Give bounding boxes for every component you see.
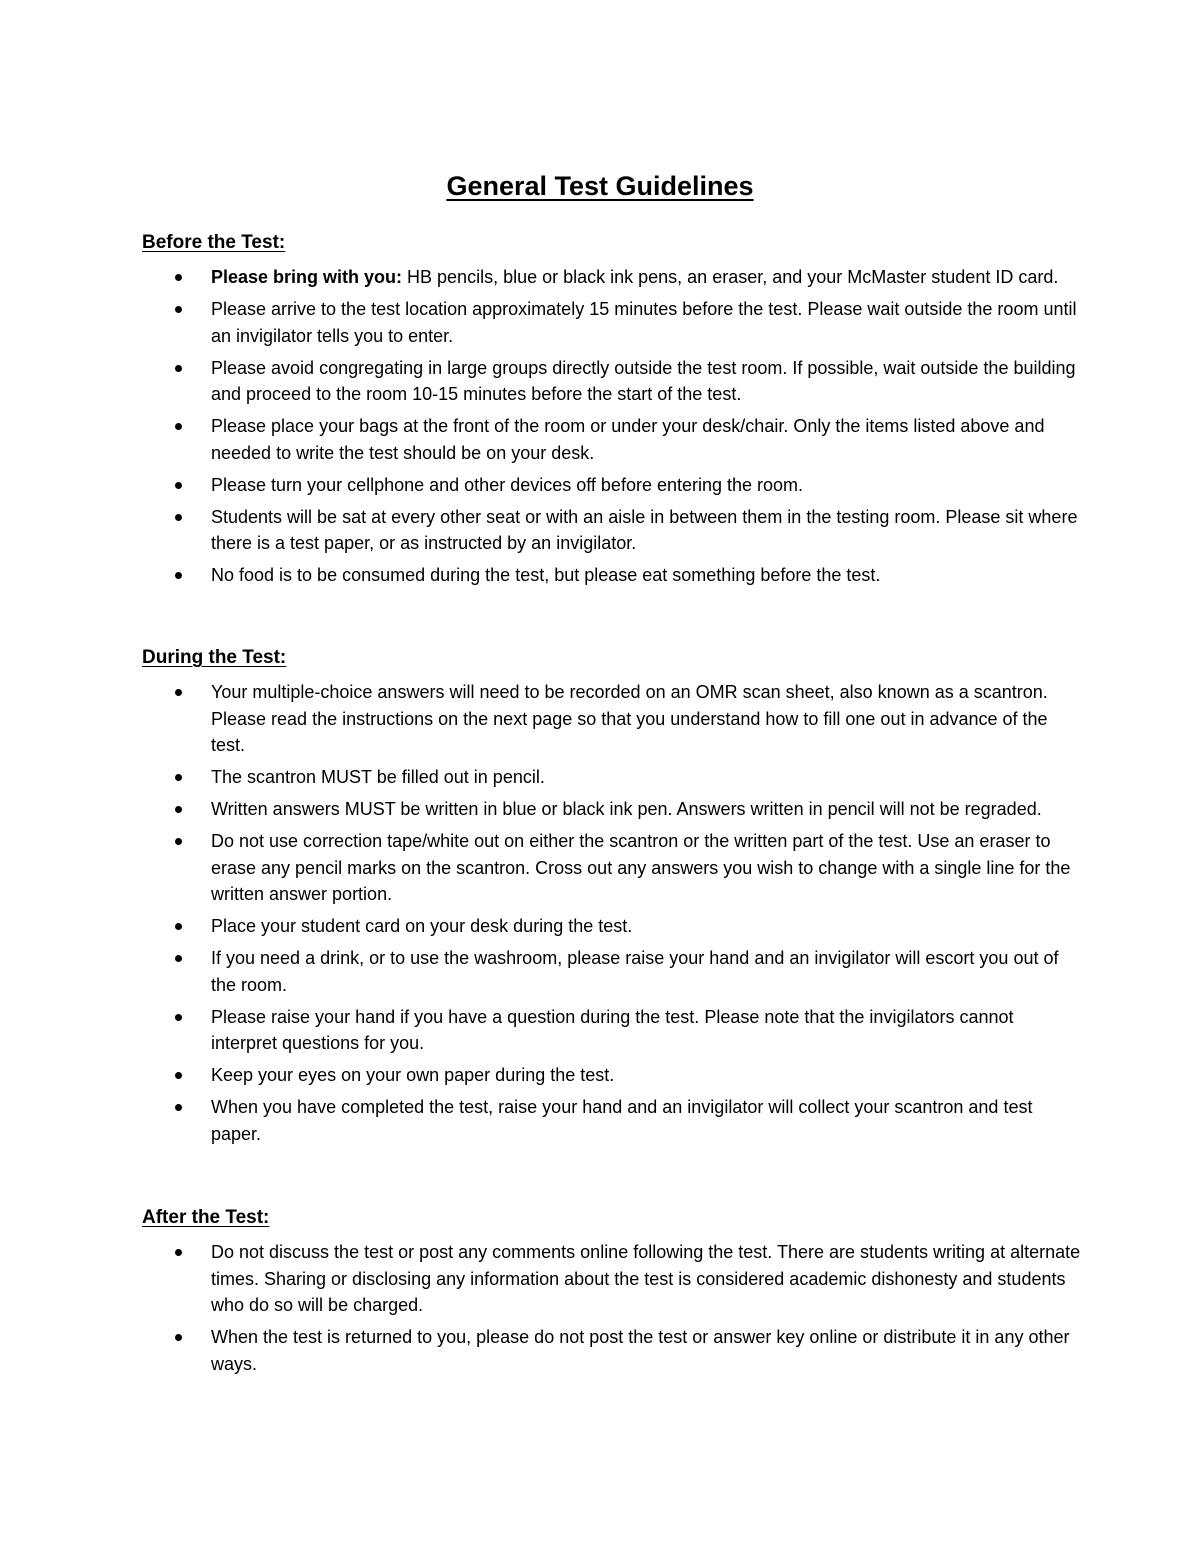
list-item-text: Please avoid congregating in large groups directly outside the test room. If possible, wait outside the building and proceed to the room 10-15 minutes before the start of the test. (211, 357, 1076, 404)
list-item (142, 264, 1082, 291)
bullet-icon (175, 1072, 182, 1079)
list-item (142, 562, 1082, 589)
list-item-text: Please arrive to the test location approximately 15 minutes before the test. Please wait outside the room until an invigilator tells you to enter. (211, 299, 1077, 346)
bullet-list (142, 679, 1082, 1147)
list-item-text: If you need a drink, or to use the washroom, please raise your hand and an invigilator will escort you out of the room. (211, 948, 1059, 995)
list-item (142, 296, 1082, 349)
list-item-text: The scantron MUST be filled out in pencil. (211, 767, 545, 787)
page-title: General Test Guidelines (446, 171, 754, 201)
bullet-icon (175, 423, 182, 430)
list-item (142, 1324, 1082, 1377)
bullet-list (142, 1239, 1082, 1377)
section-heading: During the Test: (142, 647, 287, 668)
bullet-icon (175, 572, 182, 579)
section-heading: After the Test: (142, 1207, 270, 1228)
list-item (142, 1094, 1082, 1147)
list-item (142, 1062, 1082, 1089)
list-item-text: When the test is returned to you, please do not post the test or answer key online or distribute it in any other ways. (211, 1327, 1070, 1374)
list-item (142, 355, 1082, 408)
bullet-icon (175, 955, 182, 962)
bullet-icon (175, 514, 182, 521)
bullet-icon (175, 274, 182, 281)
bullet-icon (175, 774, 182, 781)
section-heading: Before the Test: (142, 232, 286, 253)
list-item (142, 828, 1082, 908)
list-item (142, 472, 1082, 499)
list-item-text: When you have completed the test, raise your hand and an invigilator will collect your scantron and test paper. (211, 1097, 1033, 1144)
list-item-text: Please turn your cellphone and other devices off before entering the room. (211, 474, 804, 495)
list-item (142, 679, 1082, 759)
list-item-text: Students will be sat at every other seat or with an aisle in between them in the testing room. Please sit where there is a test paper, or as instructed by an invigilator. (211, 506, 1078, 553)
list-item (142, 913, 1082, 940)
list-item-text: Keep your eyes on your own paper during the test. (211, 1065, 615, 1085)
bullet-icon (175, 1334, 182, 1341)
bullet-icon (175, 306, 182, 313)
bullet-icon (175, 1249, 182, 1256)
list-item-text: No food is to be consumed during the test, but please eat something before the test. (211, 565, 881, 585)
list-item (142, 1239, 1082, 1319)
list-item (142, 504, 1082, 557)
bullet-list (142, 264, 1082, 589)
section-before-test (142, 230, 1082, 594)
list-item (142, 764, 1082, 791)
list-item-text: Please raise your hand if you have a question during the test. Please note that the invigilators cannot interpret questions for you. (211, 1006, 1014, 1053)
list-item (142, 1004, 1082, 1057)
list-item (142, 796, 1082, 823)
list-item (142, 413, 1082, 466)
bullet-icon (175, 838, 182, 845)
bullet-icon (175, 923, 182, 930)
list-item-text: Do not discuss the test or post any comments online following the test. There are students writing at alternate times. Sharing or disclosing any information about the test is considered academic dishonesty and students who do so will be charged. (211, 1242, 1081, 1315)
section-after-test (142, 1205, 1082, 1383)
list-item-lead: Please bring with you: (211, 267, 403, 287)
bullet-icon (175, 1104, 182, 1111)
bullet-icon (175, 689, 182, 696)
list-item-text: Do not use correction tape/white out on either the scantron or the written part of the test. Use an eraser to erase any pencil marks on the scantron. Cross out any answers you wish to change with a single line for the written answer portion. (211, 831, 1071, 904)
list-item-text: Please place your bags at the front of the room or under your desk/chair. Only the items listed above and needed to write the test should be on your desk. (211, 416, 1045, 463)
list-item-text: Written answers MUST be written in blue or black ink pen. Answers written in pencil will not be regraded. (211, 799, 1042, 819)
bullet-icon (175, 365, 182, 372)
bullet-icon (175, 1014, 182, 1021)
list-item-text: HB pencils, blue or black ink pens, an eraser, and your McMaster student ID card. (402, 267, 1059, 287)
bullet-icon (175, 806, 182, 813)
bullet-icon (175, 482, 182, 489)
section-during-test (142, 645, 1082, 1153)
list-item-text: Your multiple-choice answers will need to be recorded on an OMR scan sheet, also known as a scantron. Please read the instructions on the next page so that you understand how to fill one out in advance of the test. (211, 682, 1048, 755)
list-item (142, 945, 1082, 998)
list-item-text: Place your student card on your desk during the test. (211, 916, 633, 936)
